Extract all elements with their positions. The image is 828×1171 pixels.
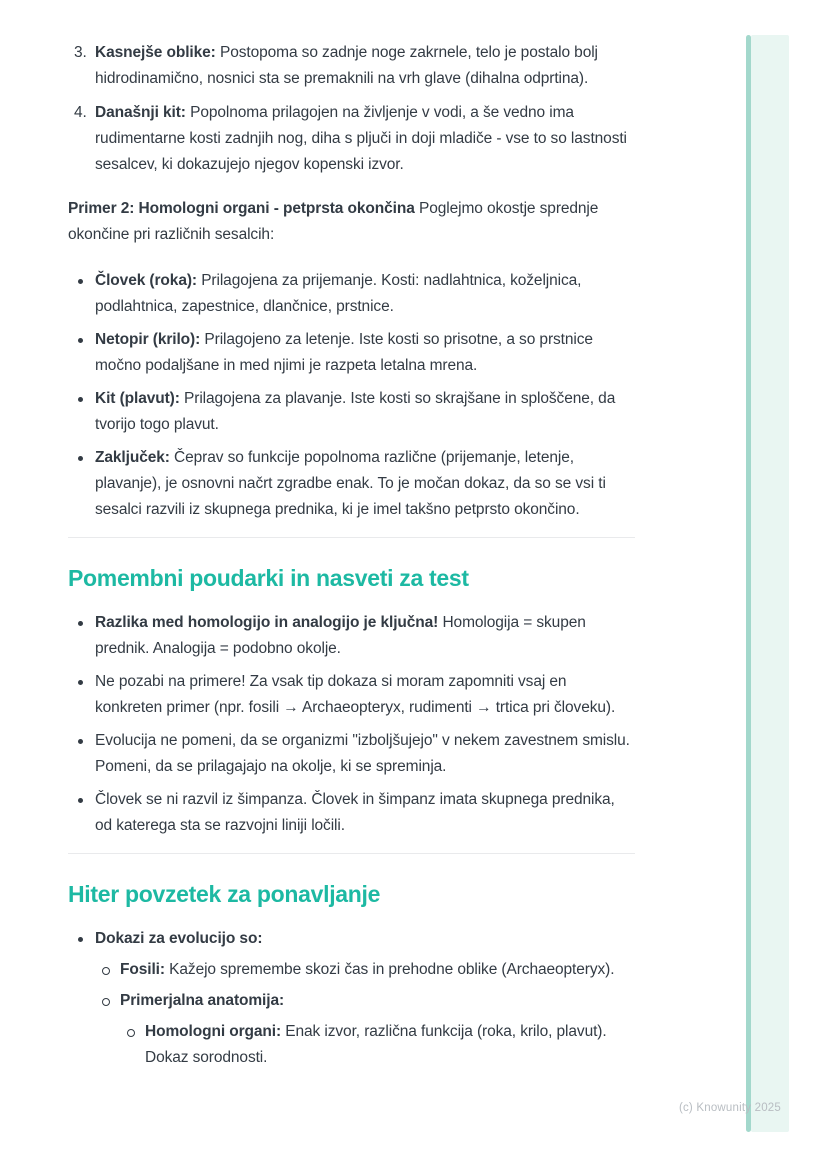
whale-step-item — [68, 40, 635, 92]
primer2-paragraph — [68, 196, 635, 248]
summary-sublist — [95, 957, 635, 1071]
list-item-body — [95, 40, 635, 92]
summary-list — [68, 926, 635, 1071]
notes-content — [68, 40, 635, 1078]
item-text: Ne pozabi na primere! Za vsak tip dokaza si moram zapomniti vsaj en konkreten primer (npr. fosili → Archaeopteryx, rudimenti → trtica pri človeku). — [95, 673, 616, 716]
list-number: 3. — [74, 44, 87, 61]
item-lead: Homologni organi: — [145, 1023, 282, 1040]
item-lead: Zaključek: — [95, 449, 170, 466]
item-text: Enak izvor, različna funkcija (roka, krilo, plavut). Dokaz sorodnosti. — [145, 1023, 607, 1066]
item-text: Prilagojena za plavanje. Iste kosti so skrajšane in sploščene, da tvorijo togo plavut. — [95, 390, 616, 433]
list-number: 4. — [74, 104, 87, 121]
list-item-body — [95, 100, 635, 178]
tip-bullet — [68, 669, 635, 721]
item-text: Postopoma so zadnje noge zakrnele, telo je postalo bolj hidrodinamično, nosnici sta se premaknili na vrh glave (dihalna odprtina). — [95, 44, 598, 87]
item-text: Prilagojeno za letenje. Iste kosti so prisotne, a so prstnice močno podaljšane in med njimi je razpeta letalna mrena. — [95, 331, 593, 374]
tip-bullet — [68, 728, 635, 780]
anatomy-bullet — [68, 445, 635, 523]
item-text: Popolnoma prilagojen na življenje v vodi, a še vedno ima rudimentarne kosti zadnjih nog, diha s pljuči in doji mladiče - vse to so lastnosti sesalcev, ki dokazujejo njegov kopenski izvor. — [95, 104, 627, 173]
item-text: Kažejo spremembe skozi čas in prehodne oblike (Archaeopteryx). — [169, 961, 615, 978]
item-text: Čeprav so funkcije popolnoma različne (prijemanje, letenje, plavanje), je osnovni načrt zgradbe enak. To je močan dokaz, da so se vsi ti sesalci razvili iz skupnega prednika, ki je imel takšno petprsto okončino. — [95, 449, 606, 518]
whale-evolution-numbered-list — [68, 40, 635, 178]
homologous-organs-list — [68, 268, 635, 523]
anatomy-bullet — [68, 327, 635, 379]
scrollbar-thumb[interactable] — [746, 35, 751, 1132]
anatomy-bullet — [68, 386, 635, 438]
summary-bullet — [68, 926, 635, 1071]
summary-subsub-bullet — [120, 1019, 635, 1071]
item-lead: Kit (plavut): — [95, 390, 180, 407]
next-page-preview-panel — [751, 35, 789, 1132]
summary-sub-bullet — [95, 988, 635, 1071]
copyright-footer: (c) Knowunity 2025 — [678, 1102, 781, 1114]
paragraph-lead: Primer 2: Homologni organi - petprsta okončina — [68, 200, 415, 217]
section-heading-summary: Hiter povzetek za ponavljanje — [68, 881, 381, 907]
item-text: Evolucija ne pomeni, da se organizmi "izboljšujejo" v nekem zavestnem smislu. Pomeni, da se prilagajajo na okolje, ki se spreminja. — [95, 732, 630, 775]
item-lead: Dokazi za evolucijo so: — [95, 930, 263, 947]
section-heading-tips: Pomembni poudarki in nasveti za test — [68, 565, 469, 591]
paragraph-text: Poglejmo okostje sprednje okončine pri različnih sesalcih: — [68, 200, 599, 243]
item-lead: Fosili: — [120, 961, 165, 978]
tip-bullet — [68, 610, 635, 662]
tips-list — [68, 610, 635, 839]
item-text: Homologija = skupen prednik. Analogija = podobno okolje. — [95, 614, 586, 657]
item-lead: Človek (roka): — [95, 272, 197, 289]
item-text: Prilagojena za prijemanje. Kosti: nadlahtnica, koželjnica, podlahtnica, zapestnice, dlančnice, prstnice. — [95, 272, 582, 315]
item-lead: Razlika med homologijo in analogijo je ključna! — [95, 614, 439, 631]
item-lead: Kasnejše oblike: — [95, 44, 216, 61]
anatomy-bullet — [68, 268, 635, 320]
summary-subsublist — [120, 1019, 635, 1071]
section-divider — [68, 853, 635, 854]
item-text: Človek se ni razvil iz šimpanza. Človek in šimpanz imata skupnega prednika, od katerega sta se razvojni liniji ločili. — [95, 791, 615, 834]
whale-step-item — [68, 100, 635, 178]
item-lead: Netopir (krilo): — [95, 331, 201, 348]
item-lead: Današnji kit: — [95, 104, 186, 121]
tip-bullet — [68, 787, 635, 839]
section-divider — [68, 537, 635, 538]
item-lead: Primerjalna anatomija: — [120, 992, 285, 1009]
summary-sub-bullet — [95, 957, 635, 983]
